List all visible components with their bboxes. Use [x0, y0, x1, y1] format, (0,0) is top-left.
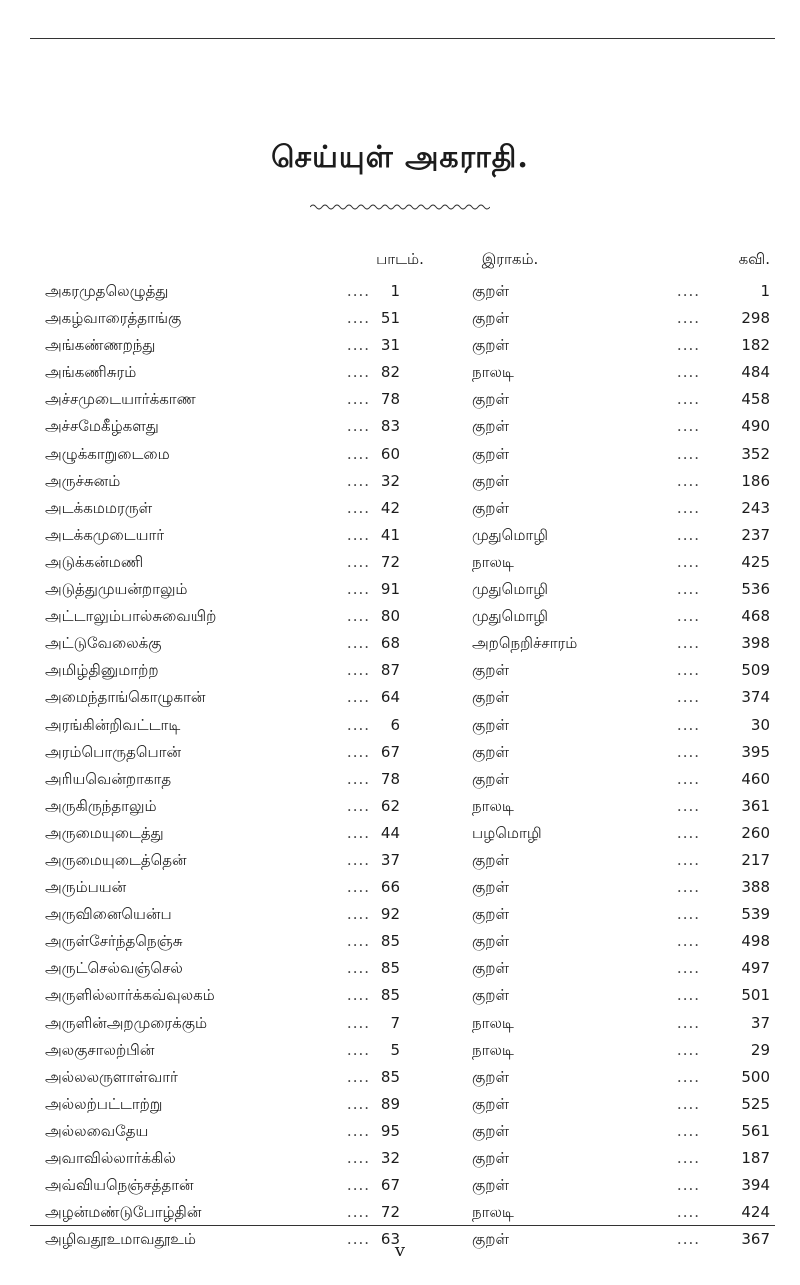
list-item	[0, 847, 800, 874]
dot-leader: ....	[676, 850, 700, 869]
dot-leader: ....	[676, 1040, 700, 1059]
entry-page-number: 78	[380, 390, 400, 409]
entry-raga: நாலடி	[472, 796, 514, 815]
entry-verse-number: 561	[741, 1121, 770, 1140]
list-item	[0, 739, 800, 766]
entry-title: அருகிருந்தாலும்	[45, 796, 157, 815]
entry-verse-number: 217	[741, 850, 770, 869]
dot-leader: ....	[346, 742, 370, 761]
entry-page-number: 72	[380, 1203, 400, 1222]
entry-raga: நாலடி	[472, 552, 514, 571]
entry-verse-number: 260	[741, 823, 770, 842]
dot-leader: ....	[346, 525, 370, 544]
entry-raga: பழமொழி	[472, 823, 542, 842]
entry-verse-number: 458	[741, 390, 770, 409]
entry-verse-number: 388	[741, 878, 770, 897]
dot-leader: ....	[346, 1203, 370, 1222]
entry-title: அல்லவைதேய	[45, 1121, 149, 1140]
dot-leader: ....	[676, 769, 700, 788]
list-item	[0, 684, 800, 711]
entry-page-number: 68	[380, 634, 400, 653]
dot-leader: ....	[346, 1121, 370, 1140]
entry-verse-number: 361	[741, 796, 770, 815]
entry-verse-number: 29	[750, 1040, 770, 1059]
dot-leader: ....	[676, 1230, 700, 1249]
list-item	[0, 332, 800, 359]
entry-raga: குறள்	[472, 1067, 509, 1086]
dot-leader: ....	[346, 850, 370, 869]
page-title: செய்யுள் அகராதி.	[271, 140, 529, 175]
entry-verse-number: 460	[741, 769, 770, 788]
entry-page-number: 95	[380, 1121, 400, 1140]
list-item	[0, 441, 800, 468]
dot-leader: ....	[676, 661, 700, 680]
entry-verse-number: 425	[741, 552, 770, 571]
entry-raga: குறள்	[472, 309, 509, 328]
dot-leader: ....	[346, 607, 370, 626]
entry-title: அச்சமேகீழ்களது	[45, 417, 159, 436]
dot-leader: ....	[676, 282, 700, 300]
entry-title: அருட்செல்வஞ்செல்	[45, 959, 183, 978]
entry-raga: குறள்	[472, 444, 509, 463]
entry-title: அருமையுடைத்து	[45, 823, 164, 842]
entry-verse-number: 186	[741, 471, 770, 490]
entry-page-number: 1	[390, 282, 400, 300]
dot-leader: ....	[346, 905, 370, 924]
list-item	[0, 901, 800, 928]
entry-page-number: 85	[380, 932, 400, 951]
column-header-page: பாடம்.	[376, 250, 424, 268]
entry-raga: குறள்	[472, 688, 509, 707]
dot-leader: ....	[346, 363, 370, 382]
dot-leader: ....	[676, 525, 700, 544]
list-item	[0, 874, 800, 901]
entry-verse-number: 352	[741, 444, 770, 463]
entry-page-number: 67	[380, 1176, 400, 1195]
dot-leader: ....	[676, 1013, 700, 1032]
entry-page-number: 44	[380, 823, 400, 842]
entry-title: அழிவதூஉமாவதூஉம்	[45, 1230, 196, 1249]
dot-leader: ....	[676, 552, 700, 571]
list-item	[0, 468, 800, 495]
entry-page-number: 85	[380, 986, 400, 1005]
dot-leader: ....	[676, 607, 700, 626]
entry-raga: நாலடி	[472, 1203, 514, 1222]
entry-verse-number: 237	[741, 525, 770, 544]
entry-page-number: 66	[380, 878, 400, 897]
entry-title: அங்கணிசுரம்	[45, 363, 137, 382]
entry-page-number: 7	[390, 1013, 400, 1032]
dot-leader: ....	[346, 661, 370, 680]
dot-leader: ....	[346, 1149, 370, 1167]
entry-raga: குறள்	[472, 878, 509, 897]
dot-leader: ....	[346, 634, 370, 653]
entry-title: அங்கண்ணறந்து	[45, 336, 156, 355]
dot-leader: ....	[676, 796, 700, 815]
entry-raga: குறள்	[472, 769, 509, 788]
dot-leader: ....	[346, 823, 370, 842]
dot-leader: ....	[676, 1067, 700, 1086]
dot-leader: ....	[346, 444, 370, 463]
entry-title: அருமையுடைத்தென்	[45, 850, 187, 869]
dot-leader: ....	[346, 986, 370, 1005]
entry-page-number: 5	[390, 1040, 400, 1059]
entry-title: அரங்கின்றிவட்டாடி	[45, 715, 181, 734]
entry-page-number: 72	[380, 552, 400, 571]
dot-leader: ....	[346, 1094, 370, 1113]
dot-leader: ....	[676, 1121, 700, 1140]
dot-leader: ....	[346, 580, 370, 599]
dot-leader: ....	[676, 1094, 700, 1113]
entry-page-number: 32	[380, 471, 400, 490]
entry-title: அருள்சேர்ந்தநெஞ்சு	[45, 932, 183, 951]
entry-verse-number: 539	[741, 905, 770, 924]
entry-verse-number: 398	[741, 634, 770, 653]
entry-page-number: 82	[380, 363, 400, 382]
entry-title: அரியவென்றாகாத	[45, 769, 172, 788]
dot-leader: ....	[676, 742, 700, 761]
list-item	[0, 495, 800, 522]
entry-verse-number: 536	[741, 580, 770, 599]
dot-leader: ....	[346, 336, 370, 355]
entry-page-number: 92	[380, 905, 400, 924]
entry-page-number: 64	[380, 688, 400, 707]
column-header-number: கவி.	[738, 250, 770, 268]
entry-page-number: 80	[380, 607, 400, 626]
top-rule	[30, 38, 775, 39]
entry-raga: நாலடி	[472, 363, 514, 382]
list-item	[0, 955, 800, 982]
list-item	[0, 549, 800, 576]
entry-title: அருச்சுனம்	[45, 471, 121, 490]
dot-leader: ....	[346, 471, 370, 490]
entry-title: அல்லற்பட்டாற்று	[45, 1094, 163, 1113]
dot-leader: ....	[676, 634, 700, 653]
dot-leader: ....	[346, 1067, 370, 1086]
entry-verse-number: 395	[741, 742, 770, 761]
dot-leader: ....	[346, 390, 370, 409]
dot-leader: ....	[676, 309, 700, 328]
dot-leader: ....	[676, 932, 700, 951]
dot-leader: ....	[346, 498, 370, 517]
dot-leader: ....	[346, 932, 370, 951]
entry-title: அரும்பயன்	[45, 878, 127, 897]
dot-leader: ....	[676, 905, 700, 924]
list-item	[0, 1118, 800, 1145]
entry-verse-number: 500	[741, 1067, 770, 1086]
page-footer-numeral: v	[394, 1240, 406, 1261]
dot-leader: ....	[346, 959, 370, 978]
entry-page-number: 32	[380, 1149, 400, 1167]
dot-leader: ....	[676, 715, 700, 734]
dot-leader: ....	[676, 1176, 700, 1195]
entry-raga: நாலடி	[472, 1013, 514, 1032]
list-item	[0, 522, 800, 549]
entry-title: அருளின்அறமுரைக்கும்	[45, 1013, 208, 1032]
dot-leader: ....	[676, 444, 700, 463]
dot-leader: ....	[346, 769, 370, 788]
entry-raga: குறள்	[472, 336, 509, 355]
entry-title: அழன்மண்டுபோழ்தின்	[45, 1203, 202, 1222]
list-item	[0, 576, 800, 603]
entry-verse-number: 490	[741, 417, 770, 436]
entry-raga: குறள்	[472, 498, 509, 517]
entry-verse-number: 187	[741, 1149, 770, 1167]
dot-leader: ....	[676, 336, 700, 355]
list-item	[0, 766, 800, 793]
list-item	[0, 793, 800, 820]
entry-raga: குறள்	[472, 932, 509, 951]
entry-title: அச்சமுடையார்க்காண	[45, 390, 196, 409]
list-item	[0, 1145, 800, 1172]
entry-raga: குறள்	[472, 661, 509, 680]
entry-verse-number: 182	[741, 336, 770, 355]
dot-leader: ....	[676, 471, 700, 490]
list-item	[0, 413, 800, 440]
dot-leader: ....	[346, 1040, 370, 1059]
list-item	[0, 1172, 800, 1199]
list-item	[0, 982, 800, 1009]
entry-raga: முதுமொழி	[472, 580, 549, 599]
dot-leader: ....	[676, 498, 700, 517]
entry-raga: குறள்	[472, 742, 509, 761]
list-item	[0, 1064, 800, 1091]
entry-verse-number: 298	[741, 309, 770, 328]
list-item	[0, 1010, 800, 1037]
list-item	[0, 603, 800, 630]
entry-title: அரம்பொருதபொன்	[45, 742, 182, 761]
dot-leader: ....	[346, 878, 370, 897]
entry-title: அழுக்காறுடைமை	[45, 444, 170, 463]
entry-title: அடுக்கன்மணி	[45, 552, 144, 571]
entry-raga: குறள்	[472, 471, 509, 490]
dot-leader: ....	[676, 417, 700, 436]
entry-page-number: 87	[380, 661, 400, 680]
entry-verse-number: 1	[760, 282, 770, 300]
entry-page-number: 91	[380, 580, 400, 599]
list-item	[0, 630, 800, 657]
entry-page-number: 83	[380, 417, 400, 436]
dot-leader: ....	[676, 1203, 700, 1222]
entry-raga: முதுமொழி	[472, 607, 549, 626]
entry-title: அமிழ்தினுமாற்ற	[45, 661, 159, 680]
dot-leader: ....	[676, 390, 700, 409]
entry-verse-number: 374	[741, 688, 770, 707]
entry-raga: குறள்	[472, 905, 509, 924]
dot-leader: ....	[346, 796, 370, 815]
list-item	[0, 1037, 800, 1064]
entry-page-number: 31	[380, 336, 400, 355]
bottom-rule	[30, 1225, 775, 1226]
entry-verse-number: 30	[750, 715, 770, 734]
entry-page-number: 37	[380, 850, 400, 869]
entry-title: அவ்வியநெஞ்சத்தான்	[45, 1176, 194, 1195]
entry-verse-number: 243	[741, 498, 770, 517]
entry-title: அட்டாலும்பால்சுவையிற்	[45, 607, 217, 626]
list-item	[0, 386, 800, 413]
entry-page-number: 78	[380, 769, 400, 788]
entry-raga: குறள்	[472, 715, 509, 734]
entry-raga: அறநெறிச்சாரம்	[472, 634, 578, 653]
entry-page-number: 42	[380, 498, 400, 517]
entry-raga: குறள்	[472, 959, 509, 978]
entry-page-number: 51	[380, 309, 400, 328]
entry-raga: குறள்	[472, 850, 509, 869]
entry-title: அருளில்லார்க்கவ்வுலகம்	[45, 986, 215, 1005]
entry-verse-number: 484	[741, 363, 770, 382]
entry-verse-number: 37	[750, 1013, 770, 1032]
entry-title: அடுத்துமுயன்றாலும்	[45, 580, 188, 599]
dot-leader: ....	[346, 417, 370, 436]
dot-leader: ....	[676, 580, 700, 599]
entry-title: அலகுசாலற்பின்	[45, 1040, 155, 1059]
dot-leader: ....	[346, 1013, 370, 1032]
dot-leader: ....	[346, 552, 370, 571]
entry-page-number: 62	[380, 796, 400, 815]
dot-leader: ....	[676, 823, 700, 842]
entry-title: அருவினையென்ப	[45, 905, 172, 924]
column-headers	[0, 250, 800, 274]
entry-page-number: 41	[380, 525, 400, 544]
entry-raga: குறள்	[472, 390, 509, 409]
decorative-wavy-divider	[310, 202, 490, 212]
entry-title: அகரமுதலெழுத்து	[45, 282, 169, 300]
entry-page-number: 89	[380, 1094, 400, 1113]
entry-verse-number: 509	[741, 661, 770, 680]
entry-verse-number: 468	[741, 607, 770, 626]
entry-page-number: 85	[380, 1067, 400, 1086]
entry-raga: குறள்	[472, 1121, 509, 1140]
entry-page-number: 6	[390, 715, 400, 734]
dot-leader: ....	[676, 959, 700, 978]
index-list	[0, 278, 800, 1253]
entry-verse-number: 497	[741, 959, 770, 978]
list-item	[0, 928, 800, 955]
entry-page-number: 63	[380, 1230, 400, 1249]
dot-leader: ....	[346, 1176, 370, 1195]
column-header-raga: இராகம்.	[481, 250, 539, 268]
entry-raga: குறள்	[472, 1230, 509, 1249]
dot-leader: ....	[676, 986, 700, 1005]
list-item	[0, 359, 800, 386]
entry-verse-number: 498	[741, 932, 770, 951]
dot-leader: ....	[676, 688, 700, 707]
entry-title: அவாவில்லார்க்கில்	[45, 1149, 176, 1167]
dot-leader: ....	[346, 715, 370, 734]
entry-title: அட்டுவேலைக்கு	[45, 634, 162, 653]
dot-leader: ....	[346, 282, 370, 300]
entry-raga: நாலடி	[472, 1040, 514, 1059]
dot-leader: ....	[346, 1230, 370, 1249]
entry-verse-number: 394	[741, 1176, 770, 1195]
entry-raga: குறள்	[472, 417, 509, 436]
list-item	[0, 305, 800, 332]
dot-leader: ....	[346, 309, 370, 328]
entry-title: அமைந்தாங்கொழுகான்	[45, 688, 206, 707]
entry-page-number: 67	[380, 742, 400, 761]
list-item	[0, 712, 800, 739]
list-item	[0, 1091, 800, 1118]
dot-leader: ....	[676, 878, 700, 897]
entry-raga: குறள்	[472, 986, 509, 1005]
entry-raga: குறள்	[472, 1176, 509, 1195]
dot-leader: ....	[676, 1149, 700, 1167]
entry-verse-number: 367	[741, 1230, 770, 1249]
entry-raga: குறள்	[472, 1094, 509, 1113]
entry-raga: குறள்	[472, 282, 509, 300]
entry-title: அடக்கமமரருள்	[45, 498, 153, 517]
dot-leader: ....	[676, 363, 700, 382]
entry-page-number: 60	[380, 444, 400, 463]
entry-title: அடக்கமுடையார்	[45, 525, 165, 544]
entry-verse-number: 424	[741, 1203, 770, 1222]
entry-title: அகழ்வாரைத்தாங்கு	[45, 309, 182, 328]
entry-raga: முதுமொழி	[472, 525, 549, 544]
entry-page-number: 85	[380, 959, 400, 978]
entry-raga: குறள்	[472, 1149, 509, 1167]
entry-title: அல்லலருளாள்வார்	[45, 1067, 178, 1086]
list-item	[0, 657, 800, 684]
list-item	[0, 278, 800, 305]
list-item	[0, 1199, 800, 1226]
entry-verse-number: 501	[741, 986, 770, 1005]
list-item	[0, 820, 800, 847]
entry-verse-number: 525	[741, 1094, 770, 1113]
dot-leader: ....	[346, 688, 370, 707]
